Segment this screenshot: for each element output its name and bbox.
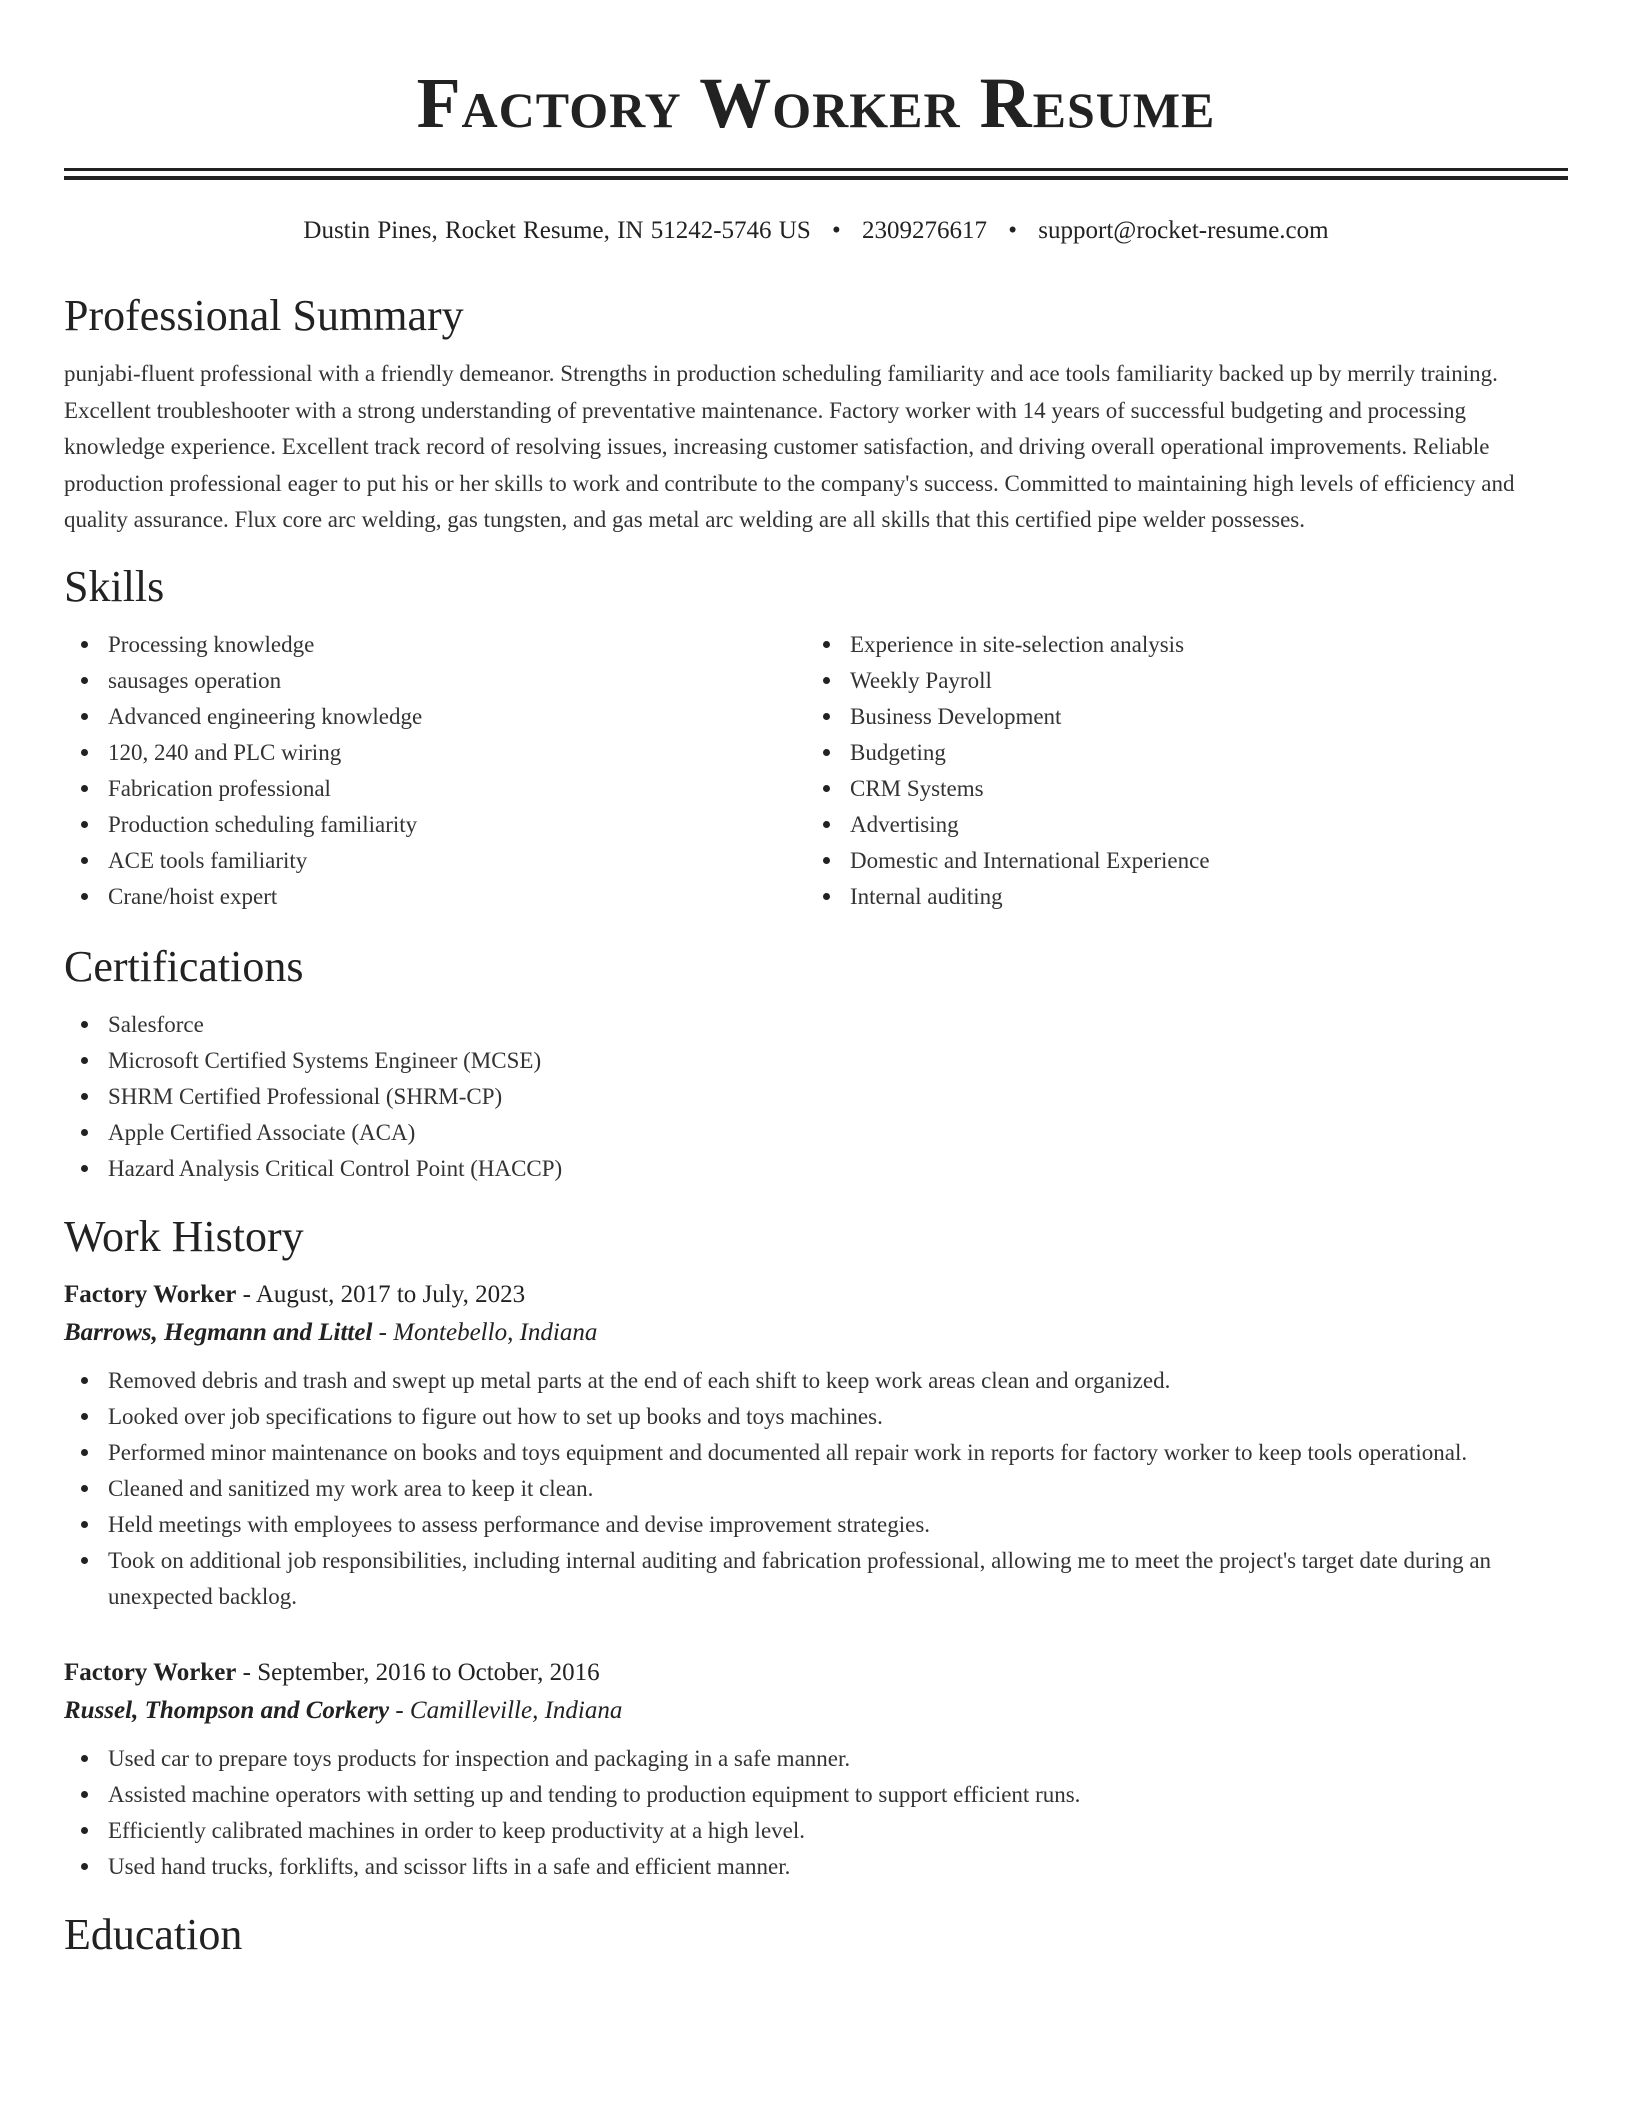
job-company: Russel, Thompson and Corkery [64, 1696, 390, 1724]
skill-item: Business Development [806, 699, 1548, 735]
job-company: Barrows, Hegmann and Littel [64, 1318, 373, 1346]
title-divider-thin [64, 176, 1568, 180]
job-duty-item: Used hand trucks, forklifts, and scissor lifts in a safe and efficient manner. [64, 1849, 1568, 1885]
job-duty-item: Efficiently calibrated machines in order to keep productivity at a high level. [64, 1813, 1568, 1849]
certification-item: Microsoft Certified Systems Engineer (MCSE) [64, 1043, 1568, 1079]
summary-text: punjabi-fluent professional with a friendly demeanor. Strengths in production scheduling familiarity and ace tools familiarity backed up by merrily training. Excellent troubleshooter with a strong understanding of preventative maintenance. Factory worker with 14 years of successful budgeting and processing knowledge experience. Excellent track record of resolving issues, increasing customer satisfaction, and driving overall operational improvements. Reliable production professional eager to put his or her skills to work and contribute to the company's success. Committed to maintaining high levels of efficiency and quality assurance. Flux core arc welding, gas tungsten, and gas metal arc welding are all skills that this certified pipe welder possesses. [64, 361, 1515, 532]
job-location: Montebello, Indiana [393, 1318, 598, 1346]
skill-item: Weekly Payroll [806, 663, 1548, 699]
job-duty-item: Cleaned and sanitized my work area to keep it clean. [64, 1471, 1568, 1507]
job-duty-item: Took on additional job responsibilities, including internal auditing and fabrication professional, allowing me to meet the project's target date during an unexpected backlog. [64, 1543, 1568, 1615]
skill-item: Processing knowledge [64, 627, 806, 663]
title-divider-thick [64, 168, 1568, 171]
contact-separator: • [832, 217, 841, 244]
job-duties-list [64, 1741, 1568, 1885]
skill-item: Crane/hoist expert [64, 879, 806, 915]
job-duty-item: Held meetings with employees to assess performance and devise improvement strategies. [64, 1507, 1568, 1543]
skill-item: Domestic and International Experience [806, 843, 1548, 879]
skill-item: Advanced engineering knowledge [64, 699, 806, 735]
skills-heading: Skills [64, 561, 165, 611]
skill-item: Budgeting [806, 735, 1548, 771]
certifications-section [64, 941, 1568, 1187]
certification-item: Apple Certified Associate (ACA) [64, 1115, 1568, 1151]
certification-item: Salesforce [64, 1007, 1568, 1043]
summary-section [64, 290, 1568, 539]
job-dates: August, 2017 to July, 2023 [255, 1280, 526, 1308]
job-duty-item: Looked over job specifications to figure out how to set up books and toys machines. [64, 1399, 1568, 1435]
contact-separator: • [1008, 217, 1018, 244]
contact-phone: 2309276617 [862, 217, 988, 244]
skill-item: ACE tools familiarity [64, 843, 806, 879]
job-duty-item: Removed debris and trash and swept up metal parts at the end of each shift to keep work areas clean and organized. [64, 1363, 1568, 1399]
education-section [64, 1909, 1568, 1961]
work-history-section [64, 1211, 1568, 1885]
skills-section [64, 561, 1568, 915]
certification-item: Hazard Analysis Critical Control Point (HACCP) [64, 1151, 1568, 1187]
jobs-list [64, 1277, 1568, 1885]
skills-left-list [64, 627, 806, 915]
skill-item: Production scheduling familiarity [64, 807, 806, 843]
skill-item: 120, 240 and PLC wiring [64, 735, 806, 771]
job-dates: September, 2016 to October, 2016 [257, 1658, 600, 1686]
contact-address: Dustin Pines, Rocket Resume, IN 51242-5746 US [303, 217, 811, 244]
job-title: Factory Worker [64, 1280, 237, 1308]
job-title: Factory Worker [64, 1658, 237, 1686]
job-duty-item: Used car to prepare toys products for inspection and packaging in a safe manner. [64, 1741, 1568, 1777]
contact-email: support@rocket-resume.com [1038, 217, 1329, 244]
skills-right-list [806, 627, 1548, 915]
job-company-line: Russel, Thompson and Corkery - Camilleville, Indiana [64, 1696, 623, 1724]
job-duty-item: Performed minor maintenance on books and toys equipment and documented all repair work in reports for factory worker to keep tools operational. [64, 1435, 1568, 1471]
job-title-line: Factory Worker - August, 2017 to July, 2023 [64, 1280, 526, 1308]
summary-heading: Professional Summary [64, 291, 464, 340]
work-history-heading: Work History [64, 1211, 304, 1261]
resume-page [64, 0, 1568, 1961]
resume-title: Factory Worker Resume [416, 63, 1216, 143]
skill-item: Advertising [806, 807, 1548, 843]
skill-item: Experience in site-selection analysis [806, 627, 1548, 663]
job-title-line: Factory Worker - September, 2016 to October, 2016 [64, 1658, 600, 1686]
education-heading: Education [64, 1909, 243, 1959]
job-location: Camilleville, Indiana [409, 1696, 623, 1724]
job-duties-list [64, 1363, 1568, 1615]
certification-item: SHRM Certified Professional (SHRM-CP) [64, 1079, 1568, 1115]
skill-item: Fabrication professional [64, 771, 806, 807]
skills-grid [64, 627, 1568, 915]
job-entry [64, 1277, 1568, 1615]
skill-item: sausages operation [64, 663, 806, 699]
certifications-heading: Certifications [64, 941, 304, 991]
skill-item: Internal auditing [806, 879, 1548, 915]
job-duty-item: Assisted machine operators with setting up and tending to production equipment to support efficient runs. [64, 1777, 1568, 1813]
job-entry [64, 1655, 1568, 1885]
contact-line [64, 216, 1568, 246]
job-company-line: Barrows, Hegmann and Littel - Montebello, Indiana [64, 1318, 598, 1346]
skill-item: CRM Systems [806, 771, 1548, 807]
certifications-list [64, 1007, 1568, 1187]
